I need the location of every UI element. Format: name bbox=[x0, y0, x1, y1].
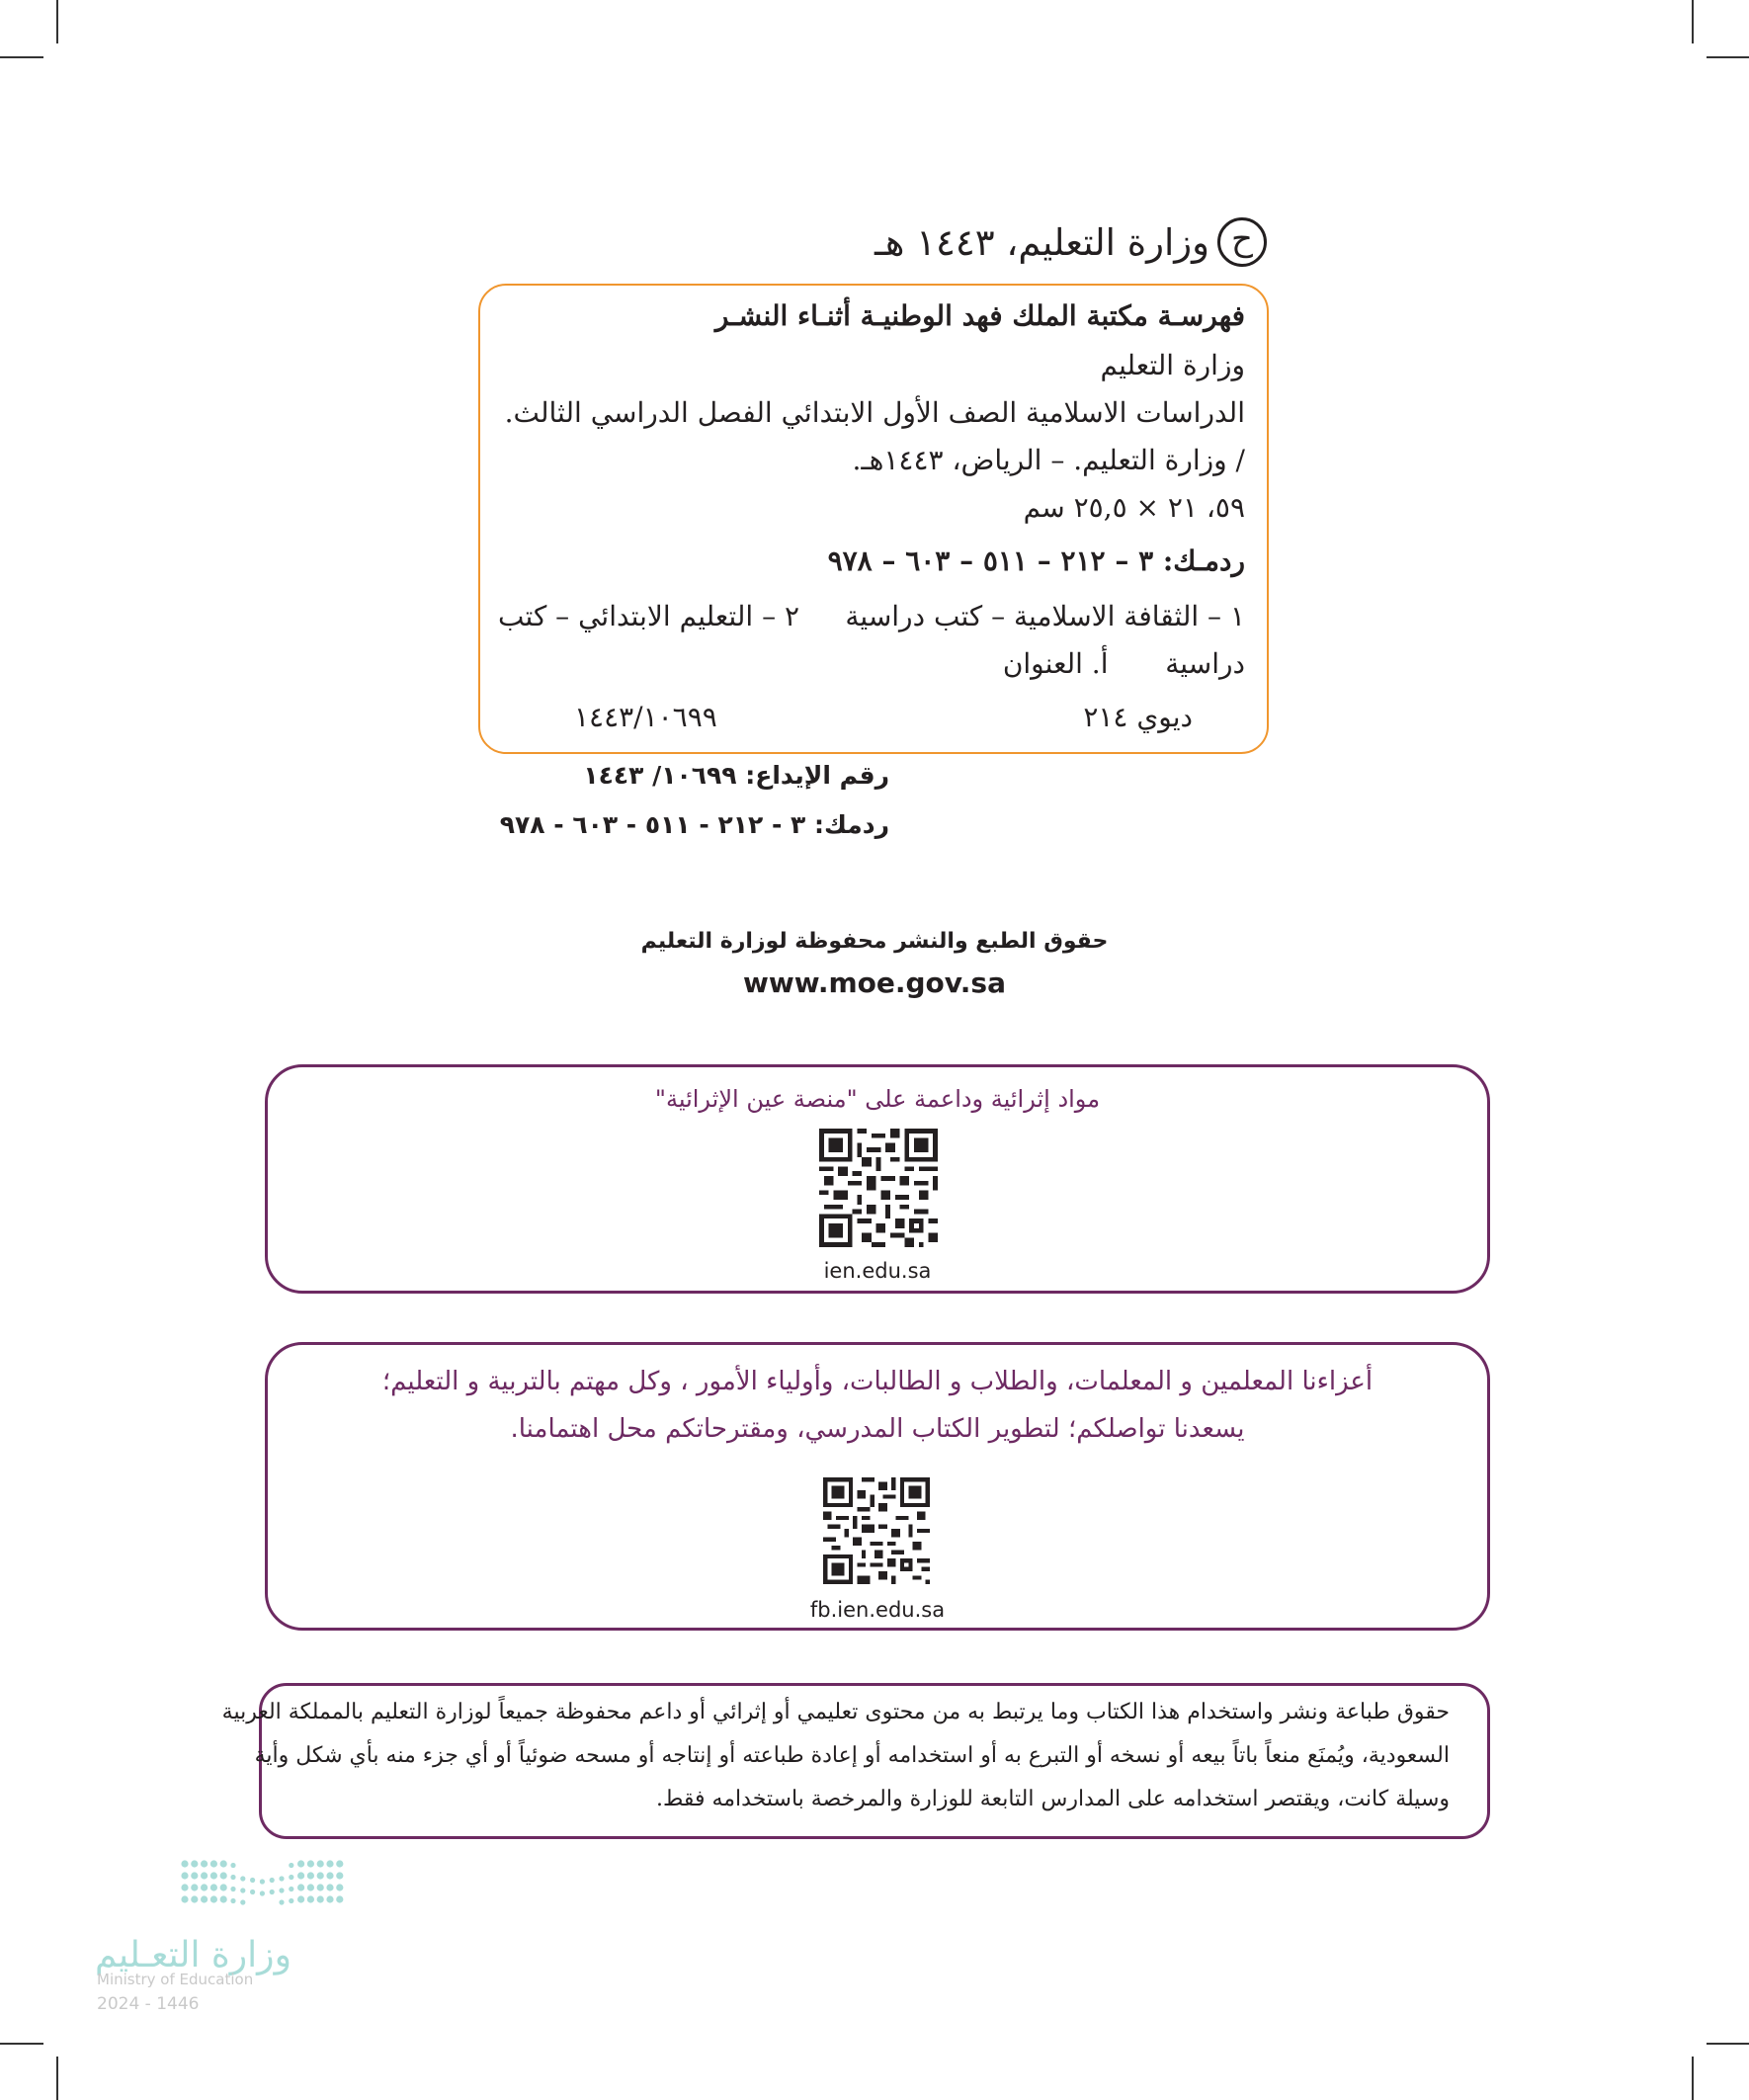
logo-dot bbox=[270, 1890, 275, 1894]
crop-mark bbox=[56, 0, 58, 43]
feedback-line-2: يسعدنا تواصلكم؛ لتطوير الكتاب المدرسي، ومقترحاتكم محل اهتمامنا. bbox=[510, 1414, 1245, 1444]
logo-dot bbox=[297, 1860, 304, 1867]
logo-dot bbox=[191, 1872, 198, 1879]
logo-dot bbox=[307, 1895, 314, 1902]
logo-dot bbox=[210, 1895, 217, 1902]
legal-line-1: حقوق طباعة ونشر واستخدام هذا الكتاب وما يرتبط به من محتوى تعليمي أو إثرائي أو داعم محفوظة جميعاً لوزارة التعليم بالمملكة العربية bbox=[221, 1700, 1450, 1724]
catalog-dimensions: ٥٩، ٢١ × ٢٥,٥ سم bbox=[1023, 491, 1245, 524]
ministry-logo-english: Ministry of Education bbox=[97, 1971, 254, 1988]
enrichment-box bbox=[265, 1064, 1490, 1294]
catalog-title: فهرسـة مكتبة الملك فهد الوطنيـة أثنـاء النشـر bbox=[714, 299, 1245, 332]
logo-dot bbox=[181, 1884, 188, 1890]
catalog-box bbox=[478, 284, 1269, 754]
catalog-isbn: ردمـك: ٣ – ٢١٢ – ٥١١ – ٦٠٣ – ٩٧٨ bbox=[827, 545, 1245, 577]
logo-dot bbox=[326, 1860, 333, 1867]
logo-dot bbox=[201, 1884, 208, 1890]
crop-mark bbox=[1707, 56, 1749, 58]
legal-line-3: وسيلة كانت، ويقتصر استخدامه على المدارس التابعة للوزارة والمرخصة باستخدامه فقط. bbox=[655, 1787, 1450, 1811]
logo-dot bbox=[220, 1872, 227, 1879]
crop-mark bbox=[56, 2057, 58, 2100]
catalog-author: وزارة التعليم bbox=[1100, 349, 1245, 381]
logo-dot bbox=[326, 1895, 333, 1902]
ministry-logo-arabic: وزارة التعـليم bbox=[95, 1935, 292, 1975]
logo-dot bbox=[279, 1888, 284, 1892]
logo-dot bbox=[289, 1863, 293, 1868]
logo-dot bbox=[181, 1860, 188, 1867]
catalog-book-title: الدراسات الاسلامية الصف الأول الابتدائي الفصل الدراسي الثالث. bbox=[504, 396, 1245, 429]
logo-dot bbox=[289, 1887, 293, 1891]
catalog-publisher: / وزارة التعليم. – الرياض، ١٤٤٣هـ. bbox=[852, 444, 1245, 476]
logo-dot bbox=[230, 1875, 235, 1880]
logo-dot bbox=[250, 1878, 255, 1883]
logo-dot bbox=[260, 1879, 265, 1884]
logo-dot bbox=[279, 1876, 284, 1881]
catalog-topic-2-cont: دراسية bbox=[1165, 647, 1245, 680]
logo-dot bbox=[307, 1860, 314, 1867]
catalog-dewey: ديوي ٢١٤ bbox=[1083, 701, 1193, 733]
logo-dot bbox=[240, 1876, 245, 1881]
logo-dot bbox=[240, 1888, 245, 1892]
logo-dot bbox=[201, 1860, 208, 1867]
enrichment-url[interactable]: ien.edu.sa bbox=[823, 1259, 932, 1283]
logo-dot bbox=[317, 1895, 324, 1902]
enrichment-caption: مواد إثرائية وداعمة على "منصة عين الإثرائية" bbox=[654, 1085, 1101, 1113]
logo-dot bbox=[336, 1860, 343, 1867]
logo-dot bbox=[250, 1890, 255, 1894]
logo-dot bbox=[230, 1898, 235, 1903]
logo-dot bbox=[240, 1899, 245, 1904]
feedback-url[interactable]: fb.ien.edu.sa bbox=[809, 1598, 946, 1622]
logo-dot bbox=[230, 1887, 235, 1891]
logo-dot bbox=[336, 1895, 343, 1902]
logo-dot bbox=[270, 1878, 275, 1883]
crop-mark bbox=[1707, 2043, 1749, 2045]
crop-mark bbox=[1692, 2057, 1694, 2100]
ministry-logo bbox=[95, 1858, 352, 2016]
catalog-topic-2: ٢ – التعليم الابتدائي – كتب bbox=[498, 600, 800, 632]
logo-dot bbox=[220, 1895, 227, 1902]
logo-dot bbox=[317, 1860, 324, 1867]
catalog-deposit-number: ١٤٤٣/١٠٦٩٩ bbox=[574, 701, 717, 733]
logo-dot bbox=[191, 1895, 198, 1902]
qr-code-icon[interactable] bbox=[819, 1129, 938, 1247]
logo-dot bbox=[279, 1899, 284, 1904]
copyright-text: وزارة التعليم، ١٤٤٣ هـ bbox=[874, 220, 1209, 264]
logo-dot bbox=[191, 1884, 198, 1890]
catalog-topics-continued bbox=[498, 647, 1245, 680]
qr-code-icon[interactable] bbox=[823, 1477, 930, 1584]
logo-dot bbox=[260, 1890, 265, 1895]
logo-dot bbox=[210, 1860, 217, 1867]
legal-notice-box bbox=[221, 1683, 1490, 1839]
catalog-topic-1: ١ – الثقافة الاسلامية – كتب دراسية bbox=[845, 600, 1245, 632]
crop-mark bbox=[0, 2043, 43, 2045]
copyright-heading bbox=[874, 217, 1267, 267]
catalog-dewey-row bbox=[480, 701, 1267, 740]
catalog-topic-title: أ. العنوان bbox=[1002, 647, 1109, 680]
ministry-logo-year: 2024 - 1446 bbox=[97, 1994, 200, 2014]
crop-mark bbox=[1692, 0, 1694, 43]
copyright-symbol-icon: ح bbox=[1217, 217, 1267, 267]
catalog-topics bbox=[498, 600, 1245, 632]
logo-dot bbox=[317, 1872, 324, 1879]
legal-line-2: السعودية، ويُمنَع منعاً باتاً بيعه أو نسخه أو التبرع به أو استخدامه أو إعادة طباعته أو إنتاجه أو مسحه ضوئياً أو أي جزء منه بأي شكل وأية bbox=[254, 1743, 1450, 1768]
logo-dot bbox=[307, 1884, 314, 1890]
rights-reserved-text: حقوق الطبع والنشر محفوظة لوزارة التعليم bbox=[640, 929, 1109, 954]
logo-dot bbox=[210, 1872, 217, 1879]
logo-dot bbox=[201, 1872, 208, 1879]
logo-dot bbox=[181, 1895, 188, 1902]
logo-dot bbox=[297, 1895, 304, 1902]
logo-dot bbox=[336, 1872, 343, 1879]
logo-dot bbox=[297, 1872, 304, 1879]
logo-dot bbox=[297, 1884, 304, 1890]
logo-dot bbox=[220, 1860, 227, 1867]
logo-dot bbox=[307, 1872, 314, 1879]
logo-dot bbox=[181, 1872, 188, 1879]
logo-dot bbox=[326, 1884, 333, 1890]
logo-dot bbox=[317, 1884, 324, 1890]
logo-dot bbox=[220, 1884, 227, 1890]
logo-dot bbox=[289, 1875, 293, 1880]
feedback-box bbox=[265, 1342, 1490, 1631]
logo-dot bbox=[191, 1860, 198, 1867]
website-link[interactable]: www.moe.gov.sa bbox=[743, 966, 1006, 999]
logo-dot bbox=[289, 1898, 293, 1903]
deposit-isbn: ردمك: ٣ - ٢١٢ - ٥١١ - ٦٠٣ - ٩٧٨ bbox=[499, 810, 889, 839]
logo-dot bbox=[230, 1863, 235, 1868]
deposit-number: رقم الإيداع: ١٠٦٩٩/ ١٤٤٣ bbox=[583, 761, 889, 790]
ministry-logo-dots-icon bbox=[180, 1858, 348, 1913]
logo-dot bbox=[336, 1884, 343, 1890]
logo-dot bbox=[210, 1884, 217, 1890]
logo-dot bbox=[326, 1872, 333, 1879]
crop-mark bbox=[0, 56, 43, 58]
feedback-line-1: أعزاءنا المعلمين و المعلمات، والطلاب و الطالبات، وأولياء الأمور ، وكل مهتم بالتربية و التعليم؛ bbox=[381, 1367, 1374, 1396]
logo-dot bbox=[201, 1895, 208, 1902]
